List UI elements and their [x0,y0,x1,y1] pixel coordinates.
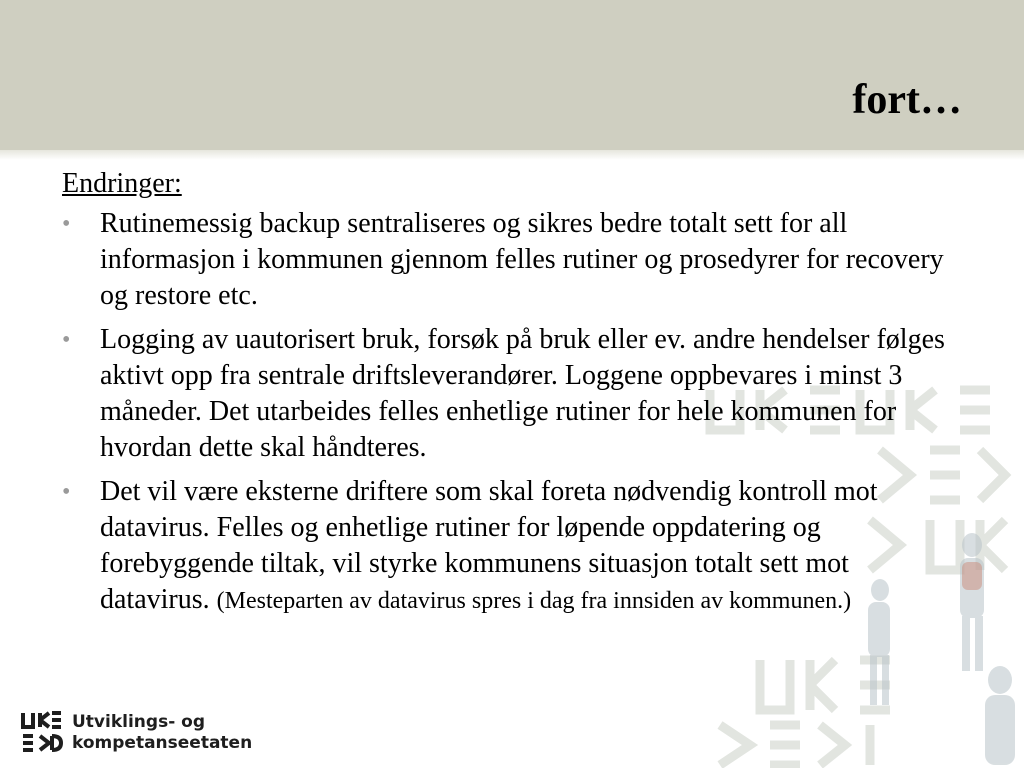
bullet-text: Det vil være eksterne driftere som skal foreta nødvendig kontroll mot datavirus. Felles og enhetlige rutiner for løpende oppdatering og forebyggende tiltak, vil styrke kommunens situasjon totalt sett mot datavirus. [100,476,878,615]
logo-line-1: Utviklings- og [72,712,206,732]
bullet-item [62,322,962,466]
bullet-icon: • [62,211,71,237]
logo-mark-icon [20,710,64,754]
intro-heading: Endringer: [62,168,182,199]
bullet-item [62,474,962,619]
bullet-text: Logging av uautorisert bruk, forsøk på bruk eller ev. andre hendelser følges aktivt opp fra sentrale driftsleverandører. Loggene oppbevares i minst 3 måneder. Det utarbeides felles enhetlige rutiner for hele kommunen for hvordan dette skal håndteres. [100,324,945,463]
slide-title: fort… [852,77,962,123]
bullet-icon: • [62,327,71,353]
slide-content [62,166,962,627]
bullet-text: Rutinemessig backup sentraliseres og sikres bedre totalt sett for all informasjon i kommunen gjennom felles rutiner og prosedyrer for recovery og restore etc. [100,208,944,311]
logo-text [72,712,252,754]
bullet-item [62,206,962,314]
bullet-note: (Mesteparten av datavirus spres i dag fra innsiden av kommunen.) [216,588,852,614]
header-band [0,0,1024,150]
bullet-list [62,206,962,619]
bullet-icon: • [62,479,71,505]
logo-line-2: kompetanseetaten [72,733,253,753]
organization-logo [20,708,280,758]
header-shadow [0,150,1024,160]
